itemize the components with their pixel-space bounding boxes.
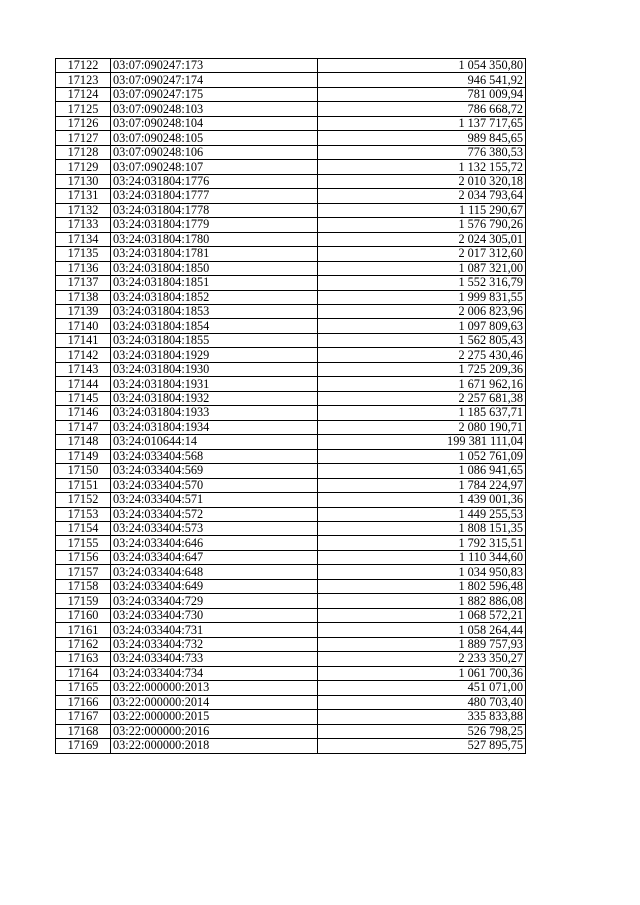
- table-row: [56, 550, 526, 564]
- table-row: [56, 420, 526, 434]
- value-cell: 2 275 430,46: [318, 348, 526, 362]
- cadastral-number-cell: 03:24:031804:1777: [111, 189, 318, 203]
- cadastral-number-cell: 03:24:033404:649: [111, 579, 318, 593]
- table-row: [56, 189, 526, 203]
- value-cell: 1 097 809,63: [318, 319, 526, 333]
- table-row: [56, 464, 526, 478]
- row-number-cell: 17156: [56, 550, 111, 564]
- value-cell: 1 087 321,00: [318, 261, 526, 275]
- table-row: [56, 73, 526, 87]
- value-cell: 781 009,94: [318, 87, 526, 101]
- cadastral-number-cell: 03:24:033404:730: [111, 608, 318, 622]
- cadastral-number-cell: 03:22:000000:2018: [111, 739, 318, 753]
- table-row: [56, 594, 526, 608]
- cadastral-number-cell: 03:24:031804:1781: [111, 247, 318, 261]
- row-number-cell: 17142: [56, 348, 111, 362]
- row-number-cell: 17139: [56, 304, 111, 318]
- row-number-cell: 17167: [56, 710, 111, 724]
- row-number-cell: 17155: [56, 536, 111, 550]
- cadastral-number-cell: 03:24:031804:1776: [111, 174, 318, 188]
- table-row: [56, 232, 526, 246]
- row-number-cell: 17141: [56, 333, 111, 347]
- table-row: [56, 87, 526, 101]
- table-row: [56, 59, 526, 73]
- row-number-cell: 17169: [56, 739, 111, 753]
- value-cell: 1 792 315,51: [318, 536, 526, 550]
- table-row: [56, 579, 526, 593]
- value-cell: 199 381 111,04: [318, 435, 526, 449]
- row-number-cell: 17150: [56, 464, 111, 478]
- row-number-cell: 17123: [56, 73, 111, 87]
- table-row: [56, 218, 526, 232]
- table-row: [56, 449, 526, 463]
- row-number-cell: 17133: [56, 218, 111, 232]
- value-cell: 2 017 312,60: [318, 247, 526, 261]
- row-number-cell: 17125: [56, 102, 111, 116]
- value-cell: 526 798,25: [318, 724, 526, 738]
- cadastral-number-cell: 03:24:031804:1930: [111, 362, 318, 376]
- table-row: [56, 247, 526, 261]
- value-cell: 480 703,40: [318, 695, 526, 709]
- value-cell: 1 068 572,21: [318, 608, 526, 622]
- cadastral-number-cell: 03:24:031804:1850: [111, 261, 318, 275]
- row-number-cell: 17159: [56, 594, 111, 608]
- value-cell: 1 115 290,67: [318, 203, 526, 217]
- cadastral-number-cell: 03:24:033404:733: [111, 652, 318, 666]
- row-number-cell: 17158: [56, 579, 111, 593]
- cadastral-number-cell: 03:24:033404:646: [111, 536, 318, 550]
- cadastral-number-cell: 03:07:090248:104: [111, 116, 318, 130]
- table-row: [56, 145, 526, 159]
- row-number-cell: 17144: [56, 377, 111, 391]
- value-cell: 2 257 681,38: [318, 391, 526, 405]
- row-number-cell: 17127: [56, 131, 111, 145]
- table-row: [56, 319, 526, 333]
- cadastral-number-cell: 03:24:031804:1851: [111, 276, 318, 290]
- value-cell: 1 552 316,79: [318, 276, 526, 290]
- cadastral-number-cell: 03:07:090247:175: [111, 87, 318, 101]
- cadastral-number-cell: 03:24:031804:1780: [111, 232, 318, 246]
- value-cell: 1 725 209,36: [318, 362, 526, 376]
- table-row: [56, 406, 526, 420]
- row-number-cell: 17152: [56, 493, 111, 507]
- row-number-cell: 17143: [56, 362, 111, 376]
- table-row: [56, 507, 526, 521]
- row-number-cell: 17157: [56, 565, 111, 579]
- value-cell: 1 061 700,36: [318, 666, 526, 680]
- cadastral-number-cell: 03:07:090247:173: [111, 59, 318, 73]
- table-row: [56, 391, 526, 405]
- row-number-cell: 17165: [56, 681, 111, 695]
- cadastral-number-cell: 03:24:033404:573: [111, 522, 318, 536]
- table-row: [56, 116, 526, 130]
- value-cell: 2 010 320,18: [318, 174, 526, 188]
- value-cell: 1 802 596,48: [318, 579, 526, 593]
- value-cell: 1 054 350,80: [318, 59, 526, 73]
- table-row: [56, 435, 526, 449]
- table-row: [56, 290, 526, 304]
- row-number-cell: 17154: [56, 522, 111, 536]
- value-cell: 1 808 151,35: [318, 522, 526, 536]
- cadastral-number-cell: 03:24:031804:1934: [111, 420, 318, 434]
- cadastral-number-cell: 03:24:031804:1932: [111, 391, 318, 405]
- row-number-cell: 17138: [56, 290, 111, 304]
- value-cell: 1 882 886,08: [318, 594, 526, 608]
- row-number-cell: 17151: [56, 478, 111, 492]
- table-row: [56, 493, 526, 507]
- row-number-cell: 17129: [56, 160, 111, 174]
- value-cell: 2 006 823,96: [318, 304, 526, 318]
- cadastral-number-cell: 03:24:033404:731: [111, 623, 318, 637]
- cadastral-number-cell: 03:07:090248:107: [111, 160, 318, 174]
- row-number-cell: 17161: [56, 623, 111, 637]
- table-row: [56, 478, 526, 492]
- value-cell: 1 562 805,43: [318, 333, 526, 347]
- row-number-cell: 17124: [56, 87, 111, 101]
- value-cell: 1 086 941,65: [318, 464, 526, 478]
- table-row: [56, 666, 526, 680]
- cadastral-number-cell: 03:24:031804:1779: [111, 218, 318, 232]
- cadastral-number-cell: 03:22:000000:2016: [111, 724, 318, 738]
- row-number-cell: 17140: [56, 319, 111, 333]
- table-row: [56, 623, 526, 637]
- row-number-cell: 17153: [56, 507, 111, 521]
- cadastral-number-cell: 03:07:090248:103: [111, 102, 318, 116]
- table-row: [56, 695, 526, 709]
- cadastral-number-cell: 03:22:000000:2013: [111, 681, 318, 695]
- cadastral-number-cell: 03:24:031804:1854: [111, 319, 318, 333]
- cadastral-number-cell: 03:07:090248:105: [111, 131, 318, 145]
- value-cell: 1 185 637,71: [318, 406, 526, 420]
- value-cell: 527 895,75: [318, 739, 526, 753]
- row-number-cell: 17128: [56, 145, 111, 159]
- cadastral-number-cell: 03:24:033404:648: [111, 565, 318, 579]
- row-number-cell: 17160: [56, 608, 111, 622]
- table-row: [56, 362, 526, 376]
- row-number-cell: 17146: [56, 406, 111, 420]
- cadastral-number-cell: 03:24:010644:14: [111, 435, 318, 449]
- table-body: [56, 59, 526, 754]
- cadastral-number-cell: 03:22:000000:2014: [111, 695, 318, 709]
- value-cell: 1 110 344,60: [318, 550, 526, 564]
- table-row: [56, 652, 526, 666]
- cadastral-number-cell: 03:07:090247:174: [111, 73, 318, 87]
- table-row: [56, 522, 526, 536]
- row-number-cell: 17148: [56, 435, 111, 449]
- table-row: [56, 261, 526, 275]
- value-cell: 989 845,65: [318, 131, 526, 145]
- row-number-cell: 17134: [56, 232, 111, 246]
- row-number-cell: 17145: [56, 391, 111, 405]
- cadastral-number-cell: 03:24:033404:572: [111, 507, 318, 521]
- table-row: [56, 536, 526, 550]
- cadastral-number-cell: 03:24:031804:1929: [111, 348, 318, 362]
- row-number-cell: 17166: [56, 695, 111, 709]
- row-number-cell: 17136: [56, 261, 111, 275]
- value-cell: 776 380,53: [318, 145, 526, 159]
- value-cell: 1 132 155,72: [318, 160, 526, 174]
- table-row: [56, 174, 526, 188]
- cadastral-number-cell: 03:07:090248:106: [111, 145, 318, 159]
- value-cell: 1 449 255,53: [318, 507, 526, 521]
- row-number-cell: 17147: [56, 420, 111, 434]
- cadastral-number-cell: 03:24:033404:734: [111, 666, 318, 680]
- cadastral-number-cell: 03:24:033404:570: [111, 478, 318, 492]
- cadastral-number-cell: 03:24:031804:1853: [111, 304, 318, 318]
- cadastral-number-cell: 03:24:033404:571: [111, 493, 318, 507]
- cadastral-number-cell: 03:24:033404:647: [111, 550, 318, 564]
- cadastral-number-cell: 03:24:031804:1931: [111, 377, 318, 391]
- value-cell: 1 784 224,97: [318, 478, 526, 492]
- cadastral-number-cell: 03:24:033404:569: [111, 464, 318, 478]
- row-number-cell: 17131: [56, 189, 111, 203]
- table-row: [56, 637, 526, 651]
- cadastral-number-cell: 03:24:031804:1855: [111, 333, 318, 347]
- row-number-cell: 17162: [56, 637, 111, 651]
- table-row: [56, 608, 526, 622]
- value-cell: 2 024 305,01: [318, 232, 526, 246]
- cadastral-number-cell: 03:22:000000:2015: [111, 710, 318, 724]
- table-row: [56, 724, 526, 738]
- table-row: [56, 681, 526, 695]
- value-cell: 1 058 264,44: [318, 623, 526, 637]
- row-number-cell: 17122: [56, 59, 111, 73]
- cadastral-number-cell: 03:24:033404:729: [111, 594, 318, 608]
- table-row: [56, 304, 526, 318]
- table-row: [56, 276, 526, 290]
- row-number-cell: 17168: [56, 724, 111, 738]
- table-row: [56, 348, 526, 362]
- row-number-cell: 17149: [56, 449, 111, 463]
- row-number-cell: 17163: [56, 652, 111, 666]
- cadastral-number-cell: 03:24:033404:732: [111, 637, 318, 651]
- cadastral-number-cell: 03:24:031804:1852: [111, 290, 318, 304]
- value-cell: 2 080 190,71: [318, 420, 526, 434]
- cadastral-number-cell: 03:24:031804:1933: [111, 406, 318, 420]
- table-row: [56, 160, 526, 174]
- value-cell: 2 233 350,27: [318, 652, 526, 666]
- table-row: [56, 377, 526, 391]
- table-row: [56, 333, 526, 347]
- value-cell: 2 034 793,64: [318, 189, 526, 203]
- row-number-cell: 17164: [56, 666, 111, 680]
- row-number-cell: 17137: [56, 276, 111, 290]
- row-number-cell: 17132: [56, 203, 111, 217]
- table-row: [56, 565, 526, 579]
- table-row: [56, 710, 526, 724]
- table-row: [56, 739, 526, 753]
- value-cell: 1 576 790,26: [318, 218, 526, 232]
- cadastral-number-cell: 03:24:033404:568: [111, 449, 318, 463]
- row-number-cell: 17130: [56, 174, 111, 188]
- row-number-cell: 17126: [56, 116, 111, 130]
- value-cell: 335 833,88: [318, 710, 526, 724]
- cadastral-number-cell: 03:24:031804:1778: [111, 203, 318, 217]
- row-number-cell: 17135: [56, 247, 111, 261]
- cadastral-value-table: [55, 58, 526, 754]
- value-cell: 946 541,92: [318, 73, 526, 87]
- table-row: [56, 131, 526, 145]
- value-cell: 786 668,72: [318, 102, 526, 116]
- value-cell: 1 439 001,36: [318, 493, 526, 507]
- table-row: [56, 203, 526, 217]
- value-cell: 1 999 831,55: [318, 290, 526, 304]
- value-cell: 1 034 950,83: [318, 565, 526, 579]
- value-cell: 1 889 757,93: [318, 637, 526, 651]
- value-cell: 1 052 761,09: [318, 449, 526, 463]
- table-row: [56, 102, 526, 116]
- value-cell: 1 671 962,16: [318, 377, 526, 391]
- value-cell: 451 071,00: [318, 681, 526, 695]
- value-cell: 1 137 717,65: [318, 116, 526, 130]
